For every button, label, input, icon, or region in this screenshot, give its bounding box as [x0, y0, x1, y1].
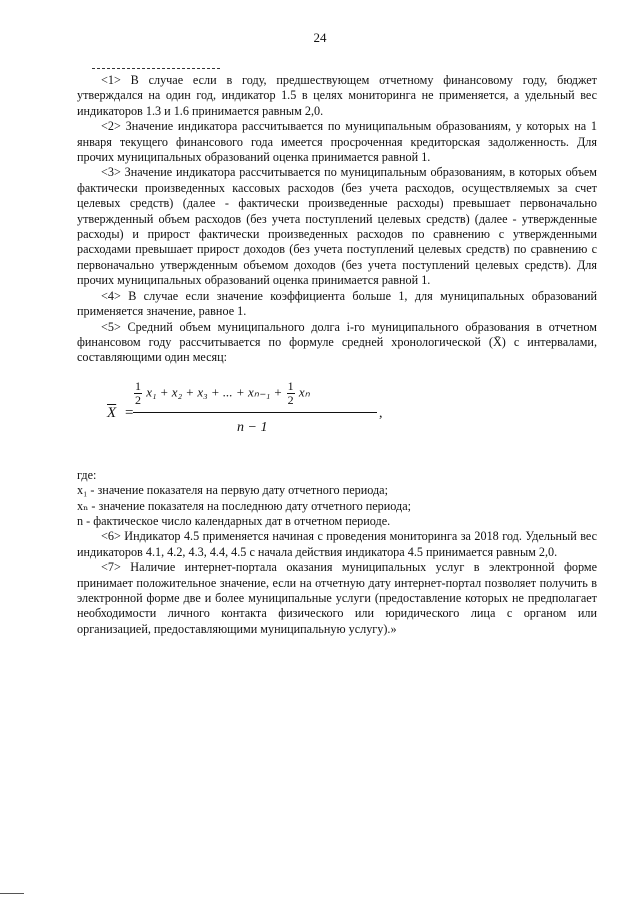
- chronological-mean-formula: [77, 376, 597, 454]
- formula-equals: =: [125, 404, 134, 421]
- half-fraction: $\frac{1}{2}$: [135, 378, 141, 407]
- formula-denominator: n − 1: [237, 419, 268, 435]
- footnote-6: <6> Индикатор 4.5 применяется начиная с проведения мониторинга за 2018 год. Удельный вес индикаторов 4.1, 4.2, 4.3, 4.4, 4.5 с начала действия индикатора 4.5 принимается равным 2,0.: [77, 529, 597, 559]
- footnote-7: <7> Наличие интернет-портала оказания муниципальных услуг в электронной форме принимает положительное значение, если на отчетную дату интернет-портал позволяет получить в электронной форме две и более муниципальные услуги (предоставление которых не предполагает необходимости личного контакта физического или юридического лица с органом или организацией, предоставляющими муниципальную услугу).»: [77, 560, 597, 636]
- formula-comma: ,: [379, 405, 383, 421]
- definition-x1: x₁ - значение показателя на первую дату отчетного периода;: [77, 483, 388, 498]
- definition-n: n - фактическое число календарных дат в отчетном периоде.: [77, 513, 391, 528]
- footnote-5: <5> Средний объем муниципального долга i-го муниципального образования в отчетном финансовом году рассчитывается по формуле средней хронологической (X̄) с интервалами, составляющими один месяц:: [77, 319, 597, 365]
- formula-terms: x₁ + x₂ + x₃ + ... + xₙ₋₁ +: [146, 384, 283, 400]
- footnote-4: <4> В случае если значение коэффициента больше 1, для муниципальных образований применяется значение, равное 1.: [77, 288, 597, 319]
- where-label: где:: [77, 467, 97, 482]
- footnotes-body: [77, 73, 597, 637]
- footnote-1: <1> В случае если в году, предшествующем отчетному финансовому году, бюджет утверждался на один год, индикатор 1.5 в целях мониторинга не применяется, а удельный вес индикаторов 1.3 и 1.6 принимается равным 2,0.: [77, 73, 597, 118]
- definition-xn: xₙ - значение показателя на последнюю дату отчетного периода;: [77, 498, 412, 513]
- scan-edge-mark: [0, 893, 24, 894]
- half-fraction-2: $\frac{1}{2}$: [287, 378, 294, 407]
- fraction-bar: [133, 412, 377, 413]
- formula-last-term: xₙ: [298, 384, 310, 400]
- footnote-2: <2> Значение индикатора рассчитывается по муниципальным образованиям, у которых на 1 января текущего финансового года имеется просроченная кредиторская задолженность. Для прочих муниципальных образований оценка принимается равной 1.: [77, 119, 597, 165]
- footnote-separator: [92, 68, 220, 69]
- formula-lhs: $\overline{X}$: [107, 404, 117, 421]
- footnote-3: <3> Значение индикатора рассчитывается по муниципальным образованиям, в которых объем фактически произведенных кассовых расходов (без учета расходов, осуществляемых за счет целевых средств) (далее - фактически произведенные расходы) превышает первоначально утвержденный объем расходов (без учета поступлений целевых средств) (далее - утвержденные расходы) и прирост фактически произведенных расходов по сравнению с утвержденными расходами превышает прирост доходов (без учета поступлений целевых средств) по сравнению с первоначально утвержденным объемом доходов (без учета поступлений целевых средств). Для прочих муниципальных образований оценка принимается равной 1.: [77, 165, 597, 288]
- formula-numerator: [133, 380, 310, 407]
- page-number: 24: [313, 30, 327, 45]
